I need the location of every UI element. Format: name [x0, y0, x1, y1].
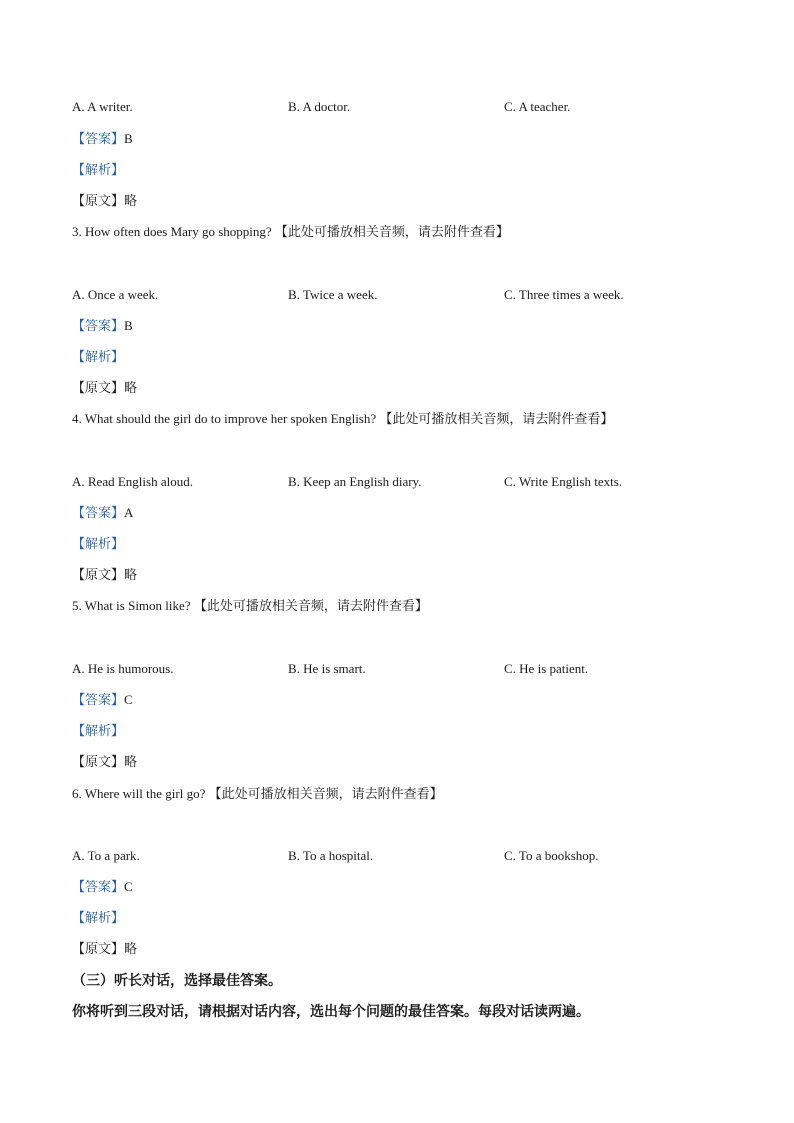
answer-value: C — [124, 692, 133, 707]
question-3 — [72, 223, 509, 242]
answer-value: B — [124, 131, 133, 146]
option-b: B. A doctor. — [288, 99, 351, 114]
option-c: C. He is patient. — [504, 661, 589, 676]
audio-note: 【此处可播放相关音频，请去附件查看】 — [208, 787, 443, 802]
option-b: B. Keep an English diary. — [288, 474, 422, 489]
original-label: 【原文】 — [72, 194, 125, 209]
answer-label: 【答案】 — [72, 506, 125, 521]
analysis-label: 【解析】 — [72, 350, 125, 365]
analysis-line — [72, 161, 124, 180]
original-value: 略 — [124, 755, 138, 770]
option-c: C. To a bookshop. — [504, 848, 599, 863]
question-4 — [72, 410, 613, 429]
analysis-line — [72, 535, 124, 554]
answer-label: 【答案】 — [72, 132, 125, 147]
question-5 — [72, 597, 428, 616]
answer-label: 【答案】 — [72, 693, 125, 708]
option-b: B. He is smart. — [288, 661, 366, 676]
answer-label: 【答案】 — [72, 880, 125, 895]
original-value: 略 — [124, 194, 138, 209]
answer-line — [72, 691, 133, 710]
answer-value: C — [124, 879, 133, 894]
original-line — [72, 753, 137, 772]
original-line — [72, 192, 137, 211]
original-line — [72, 566, 137, 585]
options-row — [72, 473, 722, 491]
analysis-line — [72, 909, 124, 928]
original-line — [72, 379, 137, 398]
option-a: A. To a park. — [72, 848, 140, 863]
options-row — [72, 847, 722, 865]
audio-note: 【此处可播放相关音频，请去附件查看】 — [379, 412, 614, 427]
original-label: 【原文】 — [72, 381, 125, 396]
original-value: 略 — [124, 568, 138, 583]
option-c: C. Three times a week. — [504, 287, 624, 302]
original-value: 略 — [124, 381, 138, 396]
question-text: 6. Where will the girl go? — [72, 786, 206, 801]
audio-note: 【此处可播放相关音频，请去附件查看】 — [274, 225, 509, 240]
option-c: C. Write English texts. — [504, 474, 623, 489]
question-text: 4. What should the girl do to improve her spoken English? — [72, 411, 377, 426]
options-row — [72, 660, 722, 678]
option-b: B. Twice a week. — [288, 287, 378, 302]
original-line — [72, 940, 137, 959]
option-b: B. To a hospital. — [288, 848, 374, 863]
answer-line — [72, 878, 133, 897]
audio-note: 【此处可播放相关音频，请去附件查看】 — [193, 599, 428, 614]
question-6 — [72, 785, 443, 804]
option-a: A. A writer. — [72, 99, 133, 114]
analysis-line — [72, 348, 124, 367]
options-row — [72, 98, 722, 116]
section-title: （三）听长对话，选择最佳答案。 — [72, 973, 282, 989]
answer-line — [72, 130, 133, 149]
original-label: 【原文】 — [72, 568, 125, 583]
option-c: C. A teacher. — [504, 99, 571, 114]
original-value: 略 — [124, 942, 138, 957]
option-a: A. Read English aloud. — [72, 474, 193, 489]
analysis-label: 【解析】 — [72, 163, 125, 178]
option-a: A. He is humorous. — [72, 661, 174, 676]
analysis-line — [72, 722, 124, 741]
section-instruction: 你将听到三段对话，请根据对话内容，选出每个问题的最佳答案。每段对话读两遍。 — [72, 1004, 590, 1020]
analysis-label: 【解析】 — [72, 724, 125, 739]
option-a: A. Once a week. — [72, 287, 159, 302]
answer-line — [72, 317, 133, 336]
answer-value: B — [124, 318, 133, 333]
question-text: 5. What is Simon like? — [72, 598, 191, 613]
answer-label: 【答案】 — [72, 319, 125, 334]
original-label: 【原文】 — [72, 942, 125, 957]
analysis-label: 【解析】 — [72, 911, 125, 926]
analysis-label: 【解析】 — [72, 537, 125, 552]
original-label: 【原文】 — [72, 755, 125, 770]
options-row — [72, 286, 722, 304]
answer-value: A — [124, 505, 134, 520]
answer-line — [72, 504, 133, 523]
question-text: 3. How often does Mary go shopping? — [72, 224, 272, 239]
